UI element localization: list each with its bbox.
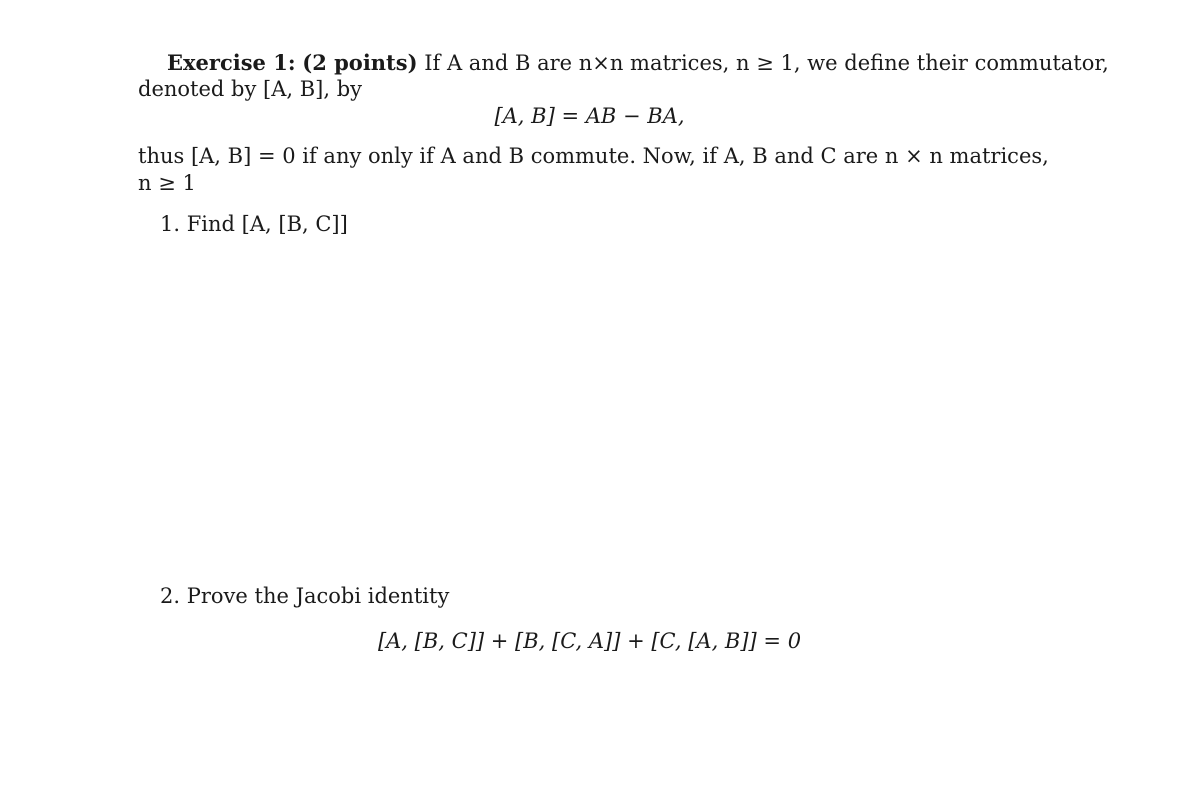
commute-statement-line-2: n ≥ 1 [138,171,196,195]
exercise-points: (2 points) [302,50,418,75]
exercise-intro-line-1 [167,52,1109,74]
question-1 [160,214,348,235]
question-1-text: Find [A, [B, C]] [186,212,348,236]
jacobi-identity-equation: [A, [B, C]] + [B, [C, A]] + [C, [A, B]] = 0 [377,629,802,653]
question-2 [160,586,449,607]
commutator-definition-equation: [A, B] = AB − BA, [494,104,685,128]
question-2-text: Prove the Jacobi identity [186,584,450,608]
exercise-heading: Exercise 1: [167,50,296,75]
intro-text-line-1: If A and B are n×n matrices, n ≥ 1, we define their commutator, [424,51,1109,75]
question-1-number: 1. [160,212,181,236]
exercise-intro-line-2: denoted by [A, B], by [138,77,362,101]
question-2-number: 2. [160,584,181,608]
commute-statement-line-1: thus [A, B] = 0 if any only if A and B commute. Now, if A, B and C are n × n matrices, [138,144,1049,168]
